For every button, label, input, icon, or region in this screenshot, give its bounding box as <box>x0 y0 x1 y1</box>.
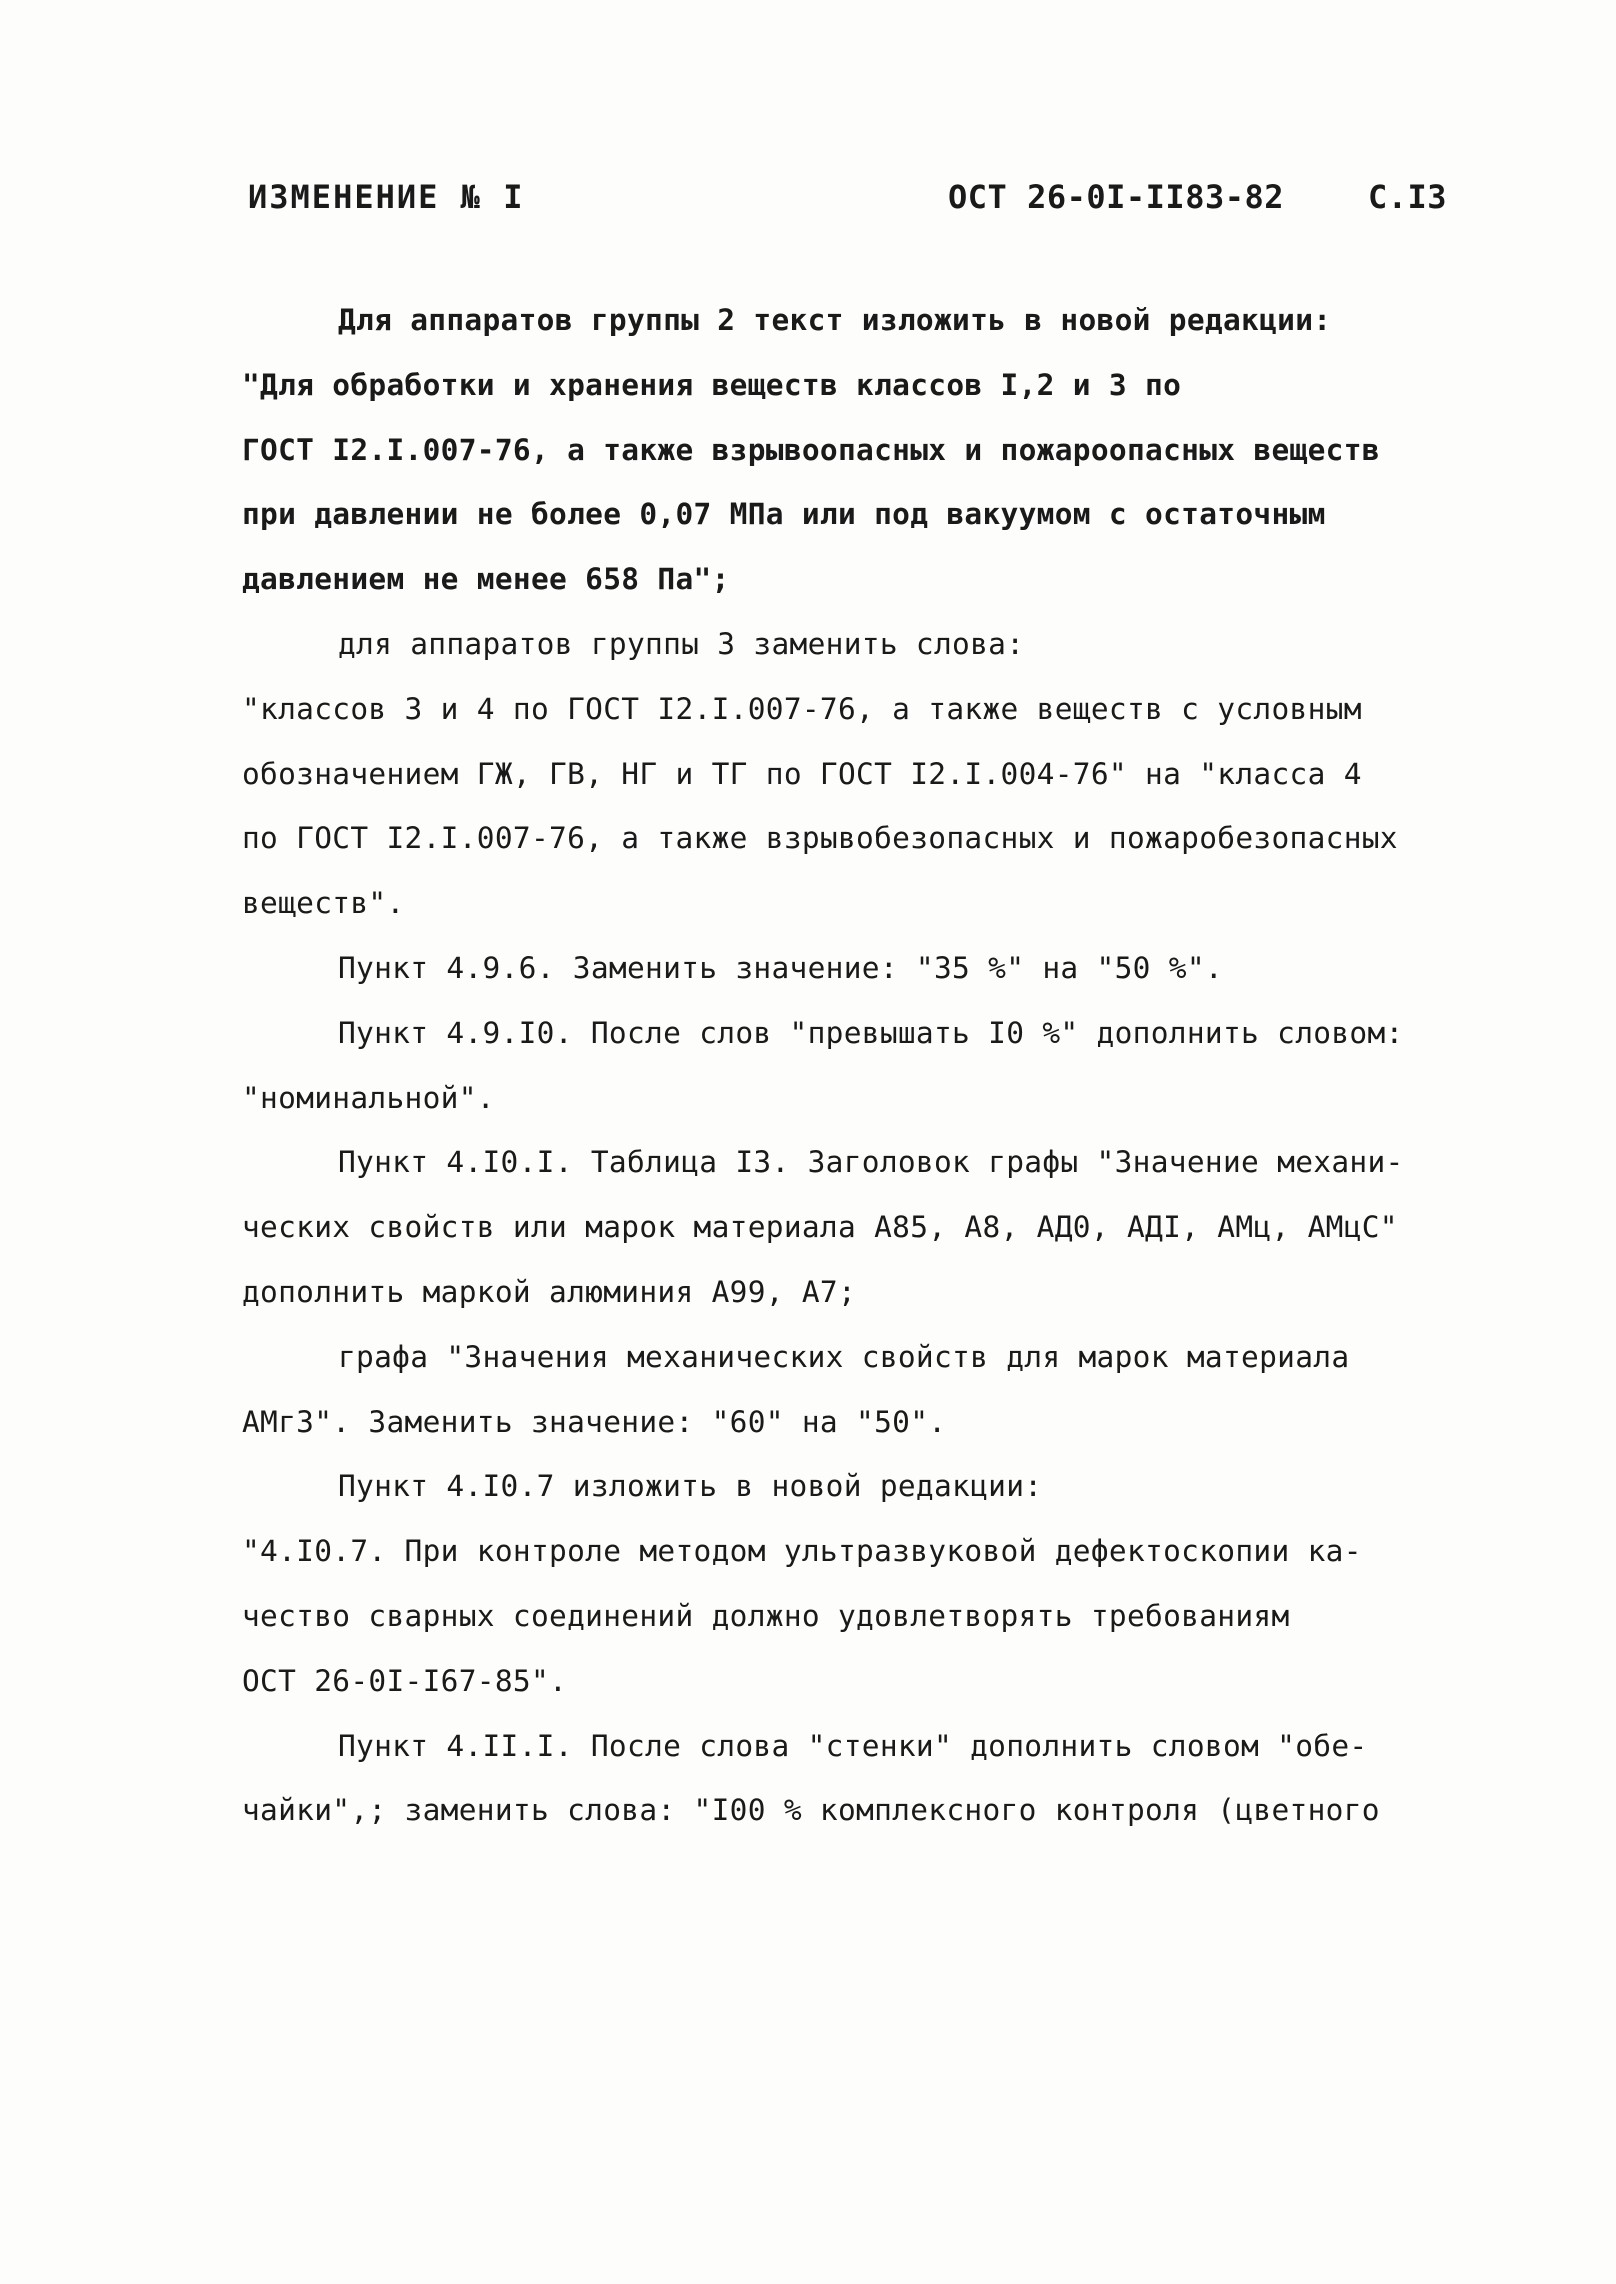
text-line: дополнить маркой алюминия А99, А7; <box>242 1274 857 1309</box>
text-line: веществ". <box>242 886 405 921</box>
text-line: "Для обработки и хранения веществ классов I,2 и 3 по <box>242 367 1182 402</box>
text-line: Для аппаратов группы 2 текст изложить в новой редакции: <box>338 303 1332 337</box>
document-body <box>242 288 1512 1843</box>
text-line: графа "Значения механических свойств для марок материала <box>338 1339 1350 1374</box>
text-line: давлением не менее 658 Па"; <box>242 562 730 597</box>
page-header <box>248 178 1458 228</box>
text-line: АМг3". Заменить значение: "60" на "50". <box>242 1404 947 1439</box>
text-line: ОСТ 26-0I-I67-85". <box>242 1663 568 1698</box>
text-line: чество сварных соединений должно удовлетворять требованиям <box>242 1598 1290 1633</box>
text-line: Пункт 4.II.I. После слова "стенки" дополнить словом "обе- <box>338 1728 1368 1763</box>
text-line: "4.I0.7. При контроле методом ультразвуковой дефектоскопии ка- <box>242 1534 1362 1569</box>
text-line: Пункт 4.I0.7 изложить в новой редакции: <box>338 1469 1043 1504</box>
text-line: "классов 3 и 4 по ГОСТ I2.I.007-76, а также веществ с условным <box>242 691 1362 726</box>
text-line: Пункт 4.9.6. Заменить значение: "35 %" на "50 %". <box>338 950 1223 985</box>
text-line: Пункт 4.9.I0. После слов "превышать I0 %" дополнить словом: <box>338 1015 1404 1050</box>
text-line: чайки",; заменить слова: "I00 % комплексного контроля (цветного <box>242 1793 1380 1828</box>
document-code: ОСТ 26-0I-II83-82 <box>948 178 1285 216</box>
text-line: ГОСТ I2.I.007-76, а также взрывоопасных и пожароопасных веществ <box>242 432 1380 467</box>
change-label: ИЗМЕНЕНИЕ № I <box>248 178 525 216</box>
text-line: для аппаратов группы 3 заменить слова: <box>338 626 1025 661</box>
text-line: по ГОСТ I2.I.007-76, а также взрывобезопасных и пожаробезопасных <box>242 821 1398 856</box>
page-number: С.I3 <box>1368 178 1448 216</box>
text-line: ческих свойств или марок материала А85, А8, АД0, АДI, АМц, АМцС" <box>242 1210 1398 1245</box>
text-line: обозначением ГЖ, ГВ, НГ и ТГ по ГОСТ I2.I.004-76" на "класса 4 <box>242 756 1362 791</box>
text-line: Пункт 4.I0.I. Таблица I3. Заголовок графы "Значение механи- <box>338 1145 1404 1180</box>
text-line: "номинальной". <box>242 1080 495 1115</box>
text-line: при давлении не более 0,07 МПа или под вакуумом с остаточным <box>242 497 1326 532</box>
